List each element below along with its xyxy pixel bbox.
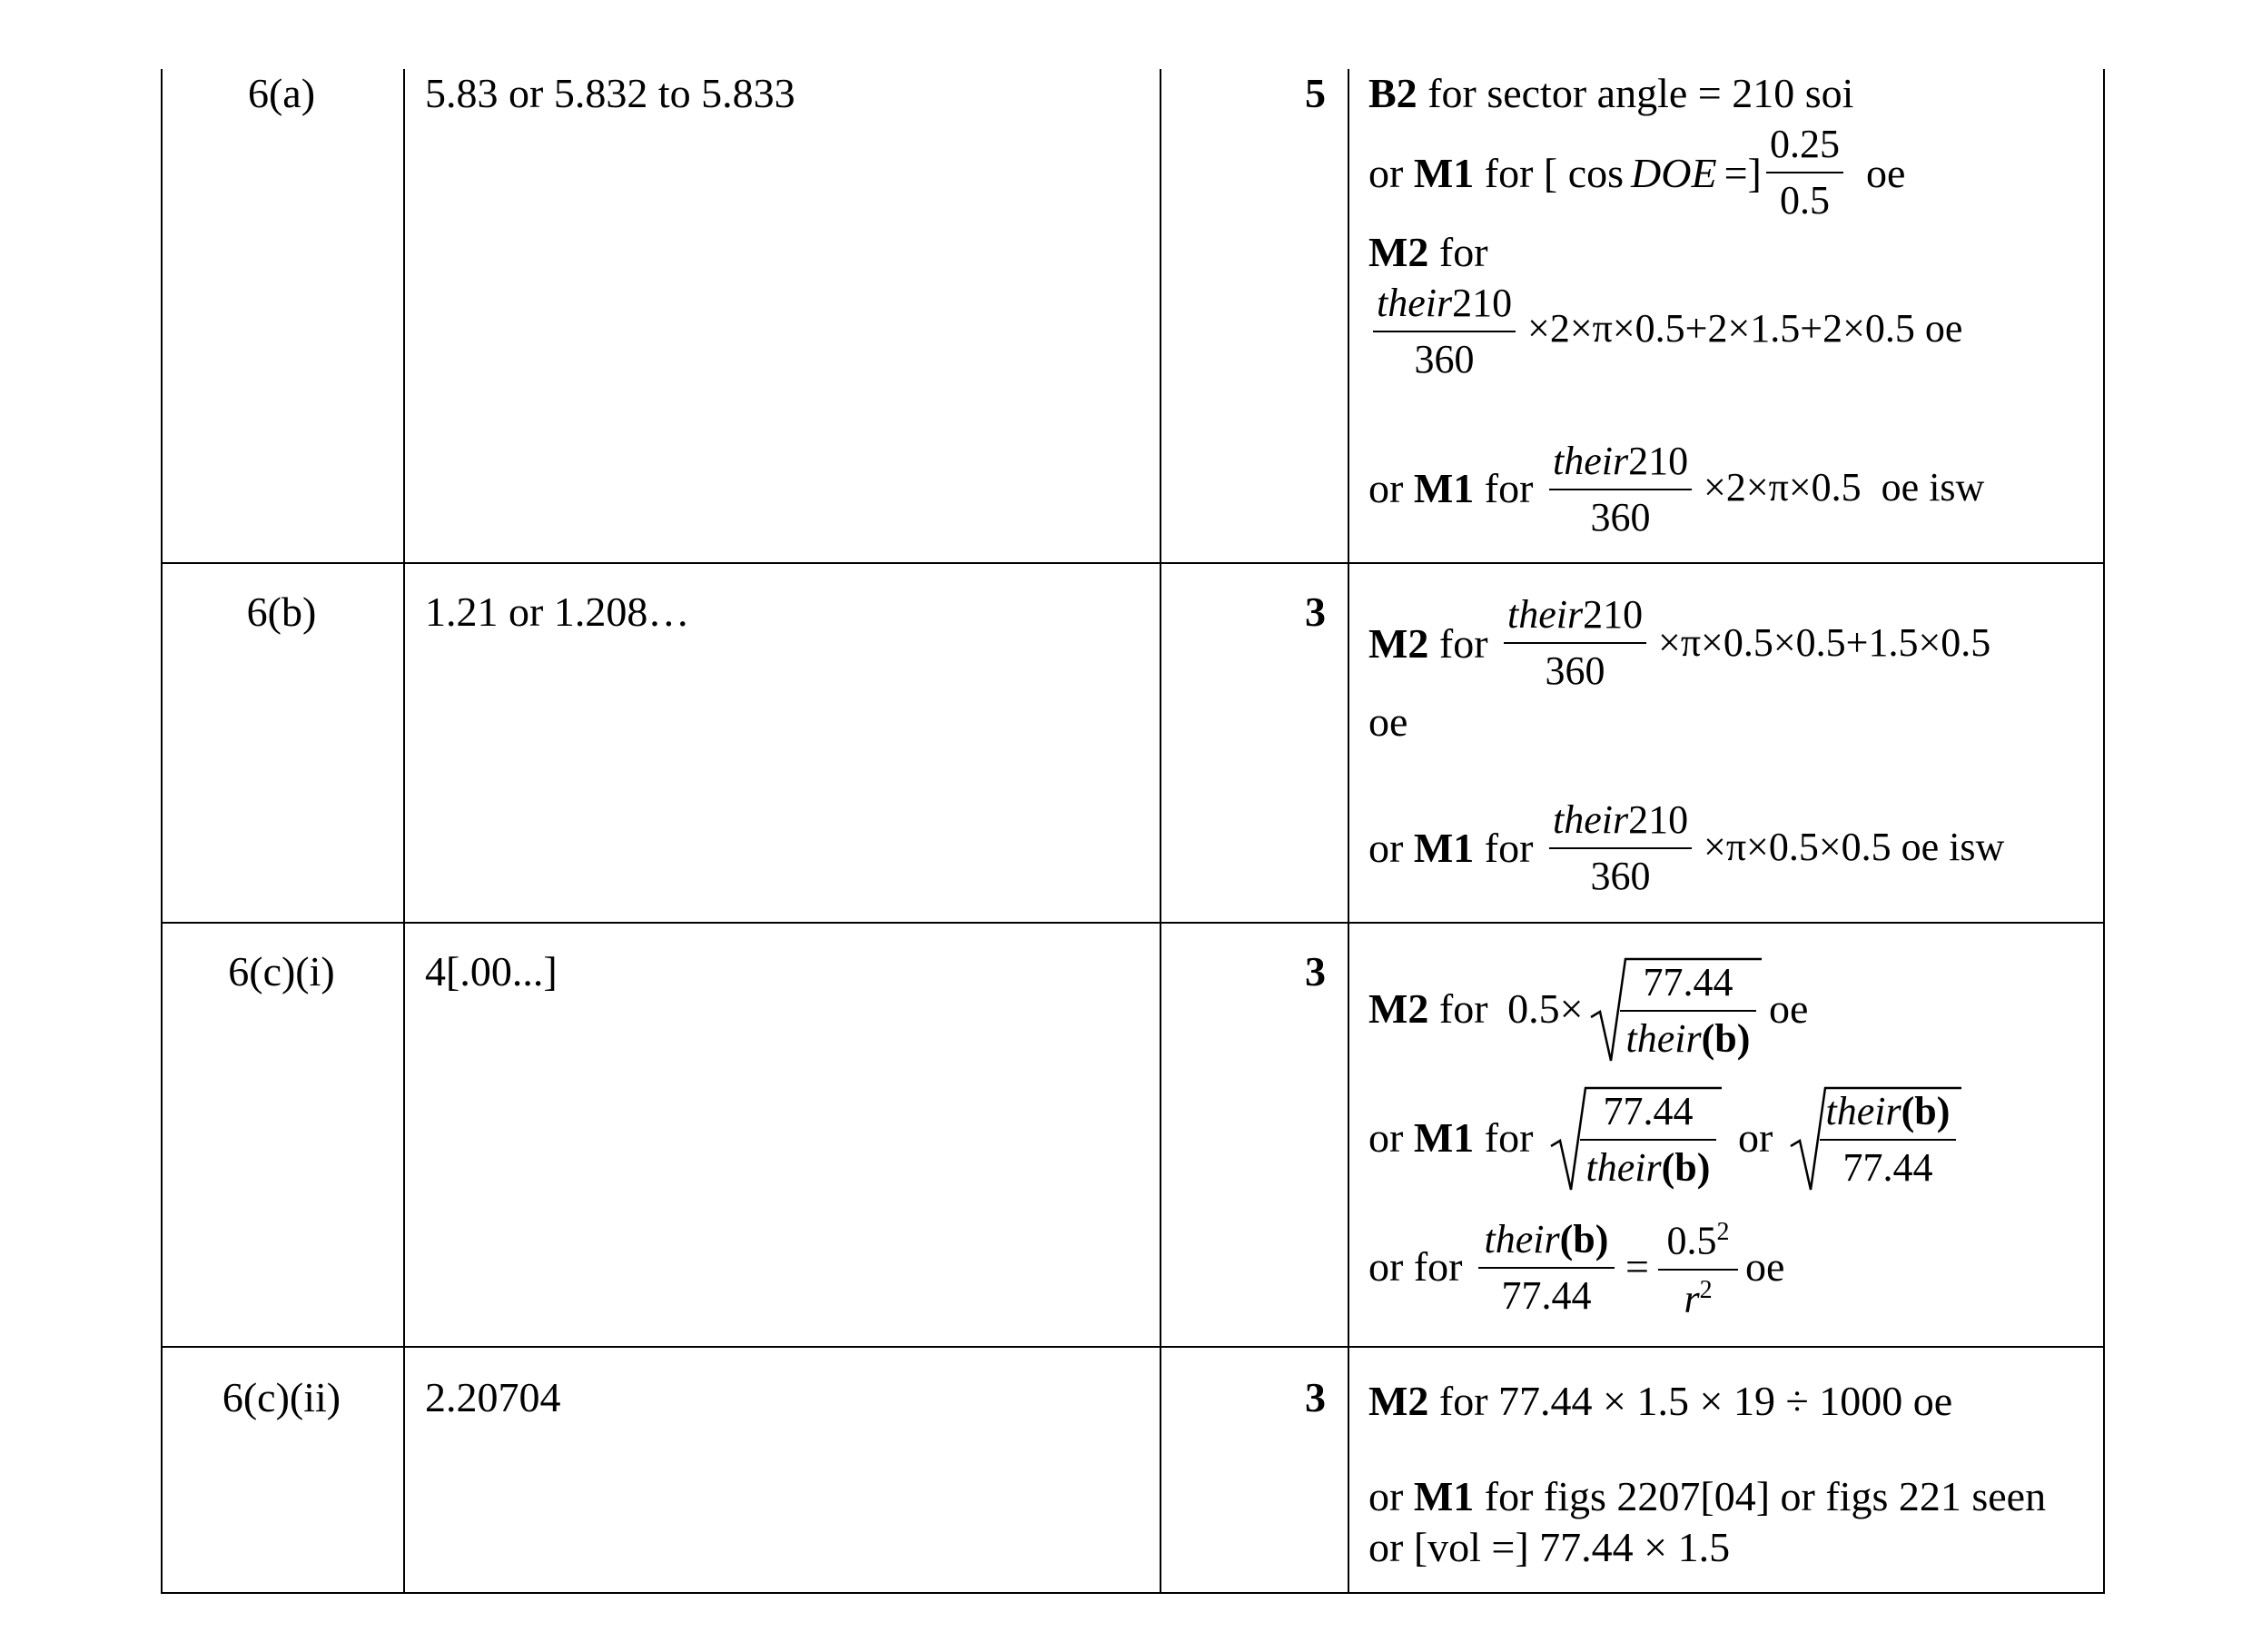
for-text: for (1484, 465, 1534, 511)
exponent: 2 (1699, 1275, 1713, 1304)
fraction (1766, 124, 1843, 221)
their-text: their (1377, 281, 1453, 325)
table-border-bottom (161, 1592, 2105, 1594)
question-number: 6(c)(ii) (222, 1374, 341, 1420)
expression-text: ×π×0.5×0.5+1.5×0.5 (1658, 620, 1991, 665)
expression-text: ×2×π×0.5 oe isw (1704, 465, 1985, 509)
fraction-denominator: 77.44 (1501, 1273, 1592, 1318)
their-text: their (1553, 797, 1629, 842)
guidance-line (1368, 70, 1854, 116)
their-text: their (1507, 592, 1584, 637)
part-ref: (b) (1559, 1217, 1609, 1261)
answer-cell: 5.83 or 5.832 to 5.833 (425, 70, 795, 116)
numerator-value: 210 (1628, 797, 1689, 842)
oe-text: oe (1368, 698, 1408, 745)
mark-code: M2 (1368, 985, 1429, 1032)
for-text: for (1438, 229, 1488, 275)
equals-text: =] (1724, 150, 1762, 196)
answer-cell: 4[.00...] (425, 948, 558, 994)
expression-text: ×π×0.5×0.5 oe isw (1704, 825, 2005, 869)
guidance-line: or [vol =] 77.44 × 1.5 (1368, 1524, 1731, 1570)
their-text: their (1484, 1217, 1560, 1261)
mark-code: M1 (1413, 1114, 1475, 1161)
part-ref: (b) (1901, 1089, 1951, 1133)
question-number: 6(c)(i) (228, 948, 335, 994)
answer-cell: 1.21 or 1.208… (425, 589, 690, 635)
or-for-text: or for (1368, 1243, 1463, 1290)
or-text: or (1368, 1114, 1404, 1161)
fraction-numerator (1820, 1089, 1956, 1141)
mark-code: M1 (1413, 150, 1475, 196)
for-text: for (1438, 620, 1488, 667)
or-text: or (1368, 465, 1404, 511)
column-divider-question (403, 69, 405, 1594)
fraction-numerator (1478, 1217, 1615, 1269)
fraction (1373, 283, 1516, 380)
oe-text: oe (1769, 985, 1809, 1032)
for-text: for (1484, 150, 1534, 196)
numerator-value: 210 (1583, 592, 1644, 637)
table-border-right (2103, 69, 2105, 1594)
fraction-denominator (1620, 1012, 1756, 1059)
bracket-text: [ cos (1543, 150, 1625, 196)
guidance-line (1368, 1380, 1952, 1422)
table-border-left (161, 69, 163, 1594)
exponent: 2 (1716, 1218, 1730, 1246)
coefficient-text: 0.5× (1507, 985, 1584, 1032)
row-divider-2 (161, 922, 2105, 924)
for-text: for (1484, 825, 1534, 871)
fraction (1580, 1089, 1716, 1190)
fraction-numerator (1373, 283, 1516, 332)
numerator-value: 210 (1452, 281, 1513, 325)
guidance-line (1368, 985, 1584, 1032)
row-divider-3 (161, 1346, 2105, 1348)
fraction-denominator: 360 (1590, 495, 1651, 539)
fraction-numerator (1658, 1220, 1738, 1271)
oe-text: oe (1745, 1243, 1785, 1290)
part-ref: (b) (1701, 1016, 1751, 1061)
column-divider-answer (1160, 69, 1161, 1594)
guidance-text: for sector angle = 210 soi (1427, 70, 1854, 116)
or-text: or (1368, 150, 1404, 196)
mark-code: M2 (1368, 229, 1429, 275)
fraction-numerator (1549, 441, 1692, 490)
fraction-numerator: 77.44 (1620, 963, 1756, 1012)
equals-sign: = (1625, 1243, 1649, 1290)
their-text: their (1825, 1089, 1901, 1133)
guidance-line (1368, 1473, 2047, 1519)
fraction-denominator: 360 (1545, 648, 1605, 693)
fraction-numerator (1549, 797, 1692, 849)
marks-cell: 3 (1305, 589, 1326, 635)
mark-code: M2 (1368, 1378, 1429, 1424)
row-divider-1 (161, 562, 2105, 564)
fraction-denominator (1580, 1141, 1716, 1188)
mark-code: M1 (1413, 465, 1475, 511)
numerator-value: 0.5 (1666, 1218, 1717, 1263)
guidance-line (1368, 1114, 1534, 1161)
guidance-text: for figs 2207[04] or figs 221 seen (1484, 1473, 2047, 1519)
column-divider-marks (1348, 69, 1349, 1594)
numerator-value: 210 (1628, 439, 1689, 483)
mark-code: B2 (1368, 70, 1417, 116)
mark-code: M2 (1368, 620, 1429, 667)
marks-cell: 3 (1305, 948, 1326, 994)
oe-text: oe (1866, 150, 1906, 196)
fraction (1549, 441, 1692, 538)
for-text: for (1438, 985, 1488, 1032)
fraction (1478, 1217, 1615, 1318)
for-text: for (1484, 1114, 1534, 1161)
marks-cell: 3 (1305, 1374, 1326, 1420)
guidance-line (1368, 229, 1488, 275)
marks-cell: 5 (1305, 70, 1326, 116)
their-text: their (1553, 439, 1629, 483)
or-text: or (1368, 825, 1404, 871)
variable: DOE (1631, 150, 1717, 196)
guidance-line (1368, 620, 1488, 667)
fraction-numerator (1504, 592, 1646, 644)
fraction-numerator: 77.44 (1580, 1092, 1716, 1141)
guidance-line (1368, 827, 1533, 869)
variable: r (1684, 1276, 1700, 1321)
question-number: 6(a) (247, 70, 316, 116)
fraction (1820, 1089, 1956, 1190)
their-text: their (1625, 1016, 1702, 1061)
or-text: or (1738, 1114, 1773, 1161)
expression-text: ×2×π×0.5+2×1.5+2×0.5 oe (1527, 306, 1963, 351)
guidance-line (1368, 150, 1762, 196)
fraction-denominator: 0.5 (1780, 178, 1830, 223)
fraction (1620, 960, 1756, 1061)
fraction-denominator: 360 (1414, 337, 1475, 381)
mark-code: M1 (1413, 1473, 1475, 1519)
fraction-denominator (1658, 1271, 1738, 1320)
guidance-text: for 77.44 × 1.5 × 19 ÷ 1000 oe (1438, 1378, 1953, 1424)
fraction-denominator: 77.44 (1842, 1145, 1933, 1190)
fraction-numerator: 0.25 (1766, 124, 1843, 173)
answer-cell: 2.20704 (425, 1374, 561, 1420)
fraction-denominator: 360 (1590, 854, 1651, 898)
fraction (1658, 1220, 1738, 1319)
or-text: or (1368, 1473, 1404, 1519)
part-ref: (b) (1661, 1145, 1711, 1190)
their-text: their (1585, 1145, 1662, 1190)
guidance-line (1368, 465, 1534, 511)
fraction (1504, 592, 1646, 693)
question-number: 6(b) (246, 589, 317, 635)
fraction (1549, 797, 1692, 898)
mark-code: M1 (1413, 825, 1475, 871)
